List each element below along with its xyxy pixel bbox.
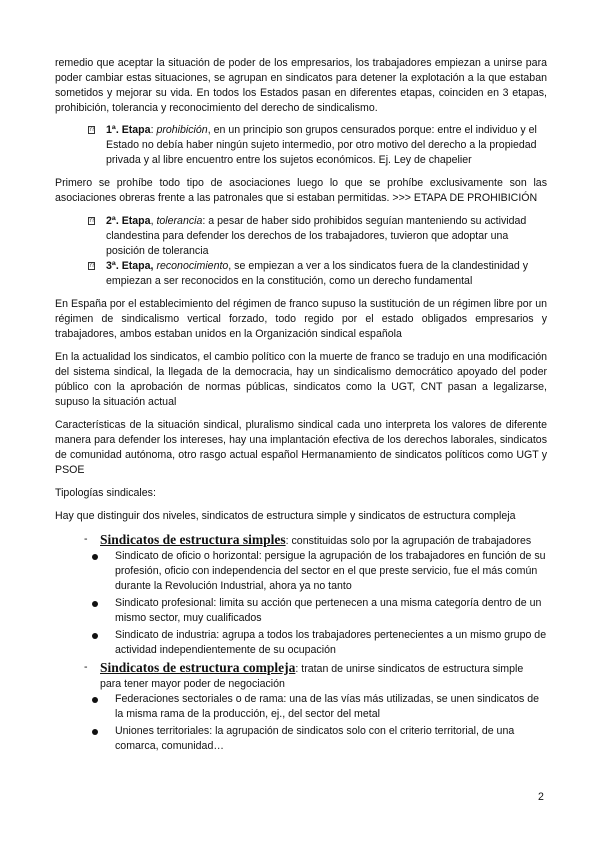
etapa-3-term: reconocimiento <box>156 260 229 272</box>
etapa-1-item <box>55 123 547 168</box>
list-item-text: Federaciones sectoriales o de rama: una de las vías más utilizadas, se unen sindicatos de la misma rama de la producción, ej., del sector del metal <box>115 693 539 720</box>
list-item <box>55 549 547 594</box>
compleja-description: : tratan de unirse sindicatos de estructura simple para tener mayor poder de negociación <box>100 663 524 690</box>
intro-paragraph: remedio que aceptar la situación de poder de los empresarios, los trabajadores empiezan a unirse para poder cambiar estas situaciones, se agrupan en sindicatos para detener la explotación a la que estaban sometidos y mejorar su vida. En todos los Estados pasan en diferentes etapas, coinciden en 3 etapas, prohibición, tolerancia y reconocimiento del derecho de sindicalismo. <box>55 57 547 114</box>
etapa-3-text: , se empiezan a ver a los sindicatos fuera de la clandestinidad y empiezan a ser reconocidos en la constitución, como un derecho fundamental <box>106 260 529 287</box>
simple-description: : constituidas solo por la agrupación de trabajadores <box>285 535 532 547</box>
etapa-2-text: : a pesar de haber sido prohibidos seguían manteniendo su actividad clandestina para defender los derechos de los trabajadores, tuvieron que adoptar una posición de tolerancia <box>106 215 527 257</box>
espana-paragraph: En España por el establecimiento del régimen de franco supuso la sustitución de un régimen libre por un régimen de sindicalismo vertical forzado, todo regido por el estado obligados empresarios y trabajadores, ambos estaban unidos en la Organización sindical española <box>55 298 547 340</box>
compleja-section <box>55 660 547 754</box>
prohibicion-paragraph: Primero se prohíbe todo tipo de asociaciones luego lo que se prohíbe exclusivamente son las asociaciones obreras frente a las patronales que si estaban permitidas. >>> ETAPA DE PROHIBICIÓN <box>55 177 547 204</box>
missing-glyph-bullet-icon: ⁇ <box>89 127 95 133</box>
etapa-2-label: 2ª. Etapa <box>106 215 151 227</box>
list-item <box>55 628 547 658</box>
tipologias-heading: Tipologías sindicales: <box>55 487 156 499</box>
missing-glyph-bullet-icon: ⁇ <box>89 263 95 269</box>
simple-section <box>55 532 547 658</box>
etapa-3-label: 3ª. Etapa, <box>106 260 154 272</box>
etapa-1-separator: : <box>150 124 157 136</box>
caracteristicas-paragraph: Características de la situación sindical, pluralismo sindical cada uno interpreta los valores de diferente manera para defender los intereses, hay una implantación efectiva de los derechos laborales, sindicatos de comunidad autónoma, otro rasgo actual español Hermanamiento de sindicatos políticos como UGT y PSOE <box>55 419 547 476</box>
list-item-text: Sindicato profesional: limita su acción que pertenecen a una misma categoría dentro de un mismo sector, muy cualificados <box>115 597 542 624</box>
bullet-dot-icon <box>92 729 98 735</box>
list-item-text: Sindicato de oficio o horizontal: persigue la agrupación de los trabajadores en función de su profesión, oficio con independencia del sector en el que preste servicio, fue el más común durante la Revolución Industrial, ahora ya no tanto <box>115 550 546 592</box>
missing-glyph-bullet-icon: ⁇ <box>89 218 95 224</box>
compleja-heading-line <box>55 660 547 692</box>
actualidad-paragraph: En la actualidad los sindicatos, el cambio político con la muerte de franco se tradujo en una modificación del sistema sindical, la llegada de la democracia, hay un sindicalismo democrático apoyado del poder público con la aprobación de normas públicas, sindicatos como la UGT, CNT pasan a legalizarse, supuso la situación actual <box>55 351 547 408</box>
bullet-dot-icon <box>92 697 98 703</box>
list-item <box>55 724 547 754</box>
etapa-1-term: prohibición <box>156 124 208 136</box>
dash-bullet: - <box>84 533 88 545</box>
compleja-list <box>55 692 547 754</box>
etapas-list-2 <box>55 214 547 289</box>
etapa-1-text: , en un principio son grupos censurados porque: entre el individuo y el Estado no debía haber ningún sujeto intermedio, por otro motivo del derecho a la propiedad privada y al libre encuentro entre los sujetos económicos. Ej. Ley de chapelier <box>106 124 537 166</box>
distinguir-paragraph: Hay que distinguir dos niveles, sindicatos de estructura simple y sindicatos de estructura compleja <box>55 510 516 522</box>
page-number: 2 <box>538 791 544 803</box>
list-item-text: Sindicato de industria: agrupa a todos los trabajadores pertenecientes a un mismo grupo de actividad independientemente de su ocupación <box>115 629 547 656</box>
bullet-dot-icon <box>92 601 98 607</box>
bullet-dot-icon <box>92 633 98 639</box>
bullet-dot-icon <box>92 554 98 560</box>
dash-bullet: - <box>84 661 88 673</box>
list-item <box>55 692 547 722</box>
etapa-2-term: tolerancia <box>156 215 203 227</box>
list-item <box>55 596 547 626</box>
etapa-1-label: 1ª. Etapa <box>106 124 151 136</box>
etapa-3-item <box>55 259 547 289</box>
list-item-text: Uniones territoriales: la agrupación de sindicatos solo con el criterio territorial, de una comarca, comunidad… <box>115 725 515 752</box>
simple-list <box>55 549 547 658</box>
etapa-2-item <box>55 214 547 259</box>
compleja-title: Sindicatos de estructura compleja <box>100 660 296 675</box>
page-content <box>55 56 547 756</box>
etapas-list <box>55 123 547 168</box>
simple-title: Sindicatos de estructura simples <box>100 532 286 547</box>
etapa-2-separator: , <box>150 215 157 227</box>
simple-heading-line <box>55 532 547 549</box>
